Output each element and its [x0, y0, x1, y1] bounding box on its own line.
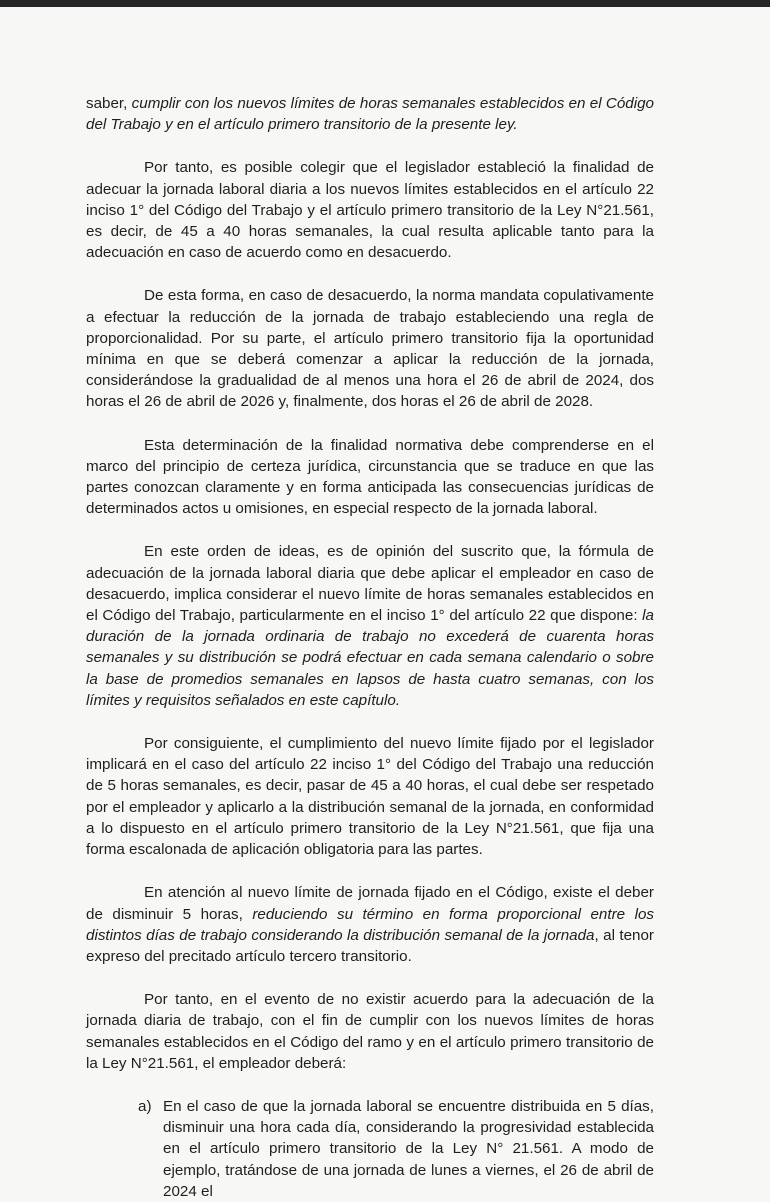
- paragraph-6: [86, 733, 654, 860]
- enumerated-list: [86, 1096, 654, 1202]
- paragraph-3: [86, 285, 654, 412]
- top-edge-bar: [0, 0, 770, 7]
- document-body: [86, 93, 654, 1074]
- italic-text-segment: reduciendo su término en forma proporcional entre los distintos días de trabajo considerando la distribución semanal de la jornada: [86, 905, 654, 944]
- text-segment: En atención al nuevo límite de jornada fijado en el Código, existe el deber de disminuir 5 horas,: [86, 884, 654, 923]
- text-segment: Por tanto, es posible colegir que el legislador estableció la finalidad de adecuar la jornada laboral diaria a los nuevos límites establecidos en el artículo 22 inciso 1° del Código del Trabajo y el artículo primero transitorio de la Ley N°21.561, es decir, de 45 a 40 horas semanales, la cual resulta aplicable tanto para la adecuación en caso de acuerdo como en desacuerdo.: [86, 159, 654, 262]
- text-segment: , al tenor expreso del precitado artículo tercero transitorio.: [86, 926, 654, 965]
- italic-text-segment: la duración de la jornada ordinaria de trabajo no excederá de cuarenta horas semanales y su distribución se podrá efectuar en cada semana calendario o sobre la base de promedios semanales en lapsos de hasta cuatro semanas, con los límites y requisitos señalados en este capítulo.: [86, 607, 654, 709]
- paragraph-1: [86, 93, 654, 135]
- text-segment: De esta forma, en caso de desacuerdo, la norma mandata copulativamente a efectuar la reducción de la jornada de trabajo estableciendo una regla de proporcionalidad. Por su parte, el artículo primero transitorio fija la oportunidad mínima en que se deberá comenzar a aplicar la reducción de la jornada, considerándose la gradualidad de al menos una hora el 26 de abril de 2024, dos horas el 26 de abril de 2026 y, finalmente, dos horas el 26 de abril de 2028.: [86, 287, 654, 411]
- text-segment: Por consiguiente, el cumplimiento del nuevo límite fijado por el legislador implicará en el caso del artículo 22 inciso 1° del Código del Trabajo una reducción de 5 horas semanales, es decir, pasar de 45 a 40 horas, el cual debe ser respetado por el empleador y aplicarlo a la distribución semanal de la jornada, en conformidad a lo dispuesto en el artículo primero transitorio de la Ley N°21.561, que fija una forma escalonada de aplicación obligatoria para las partes.: [86, 735, 654, 859]
- list-item: [138, 1096, 654, 1202]
- text-segment: saber,: [86, 95, 132, 112]
- paragraph-7: [86, 882, 654, 967]
- paragraph-5: [86, 541, 654, 711]
- list-marker: a): [138, 1097, 152, 1115]
- paragraph-8: [86, 989, 654, 1074]
- paragraph-4: [86, 435, 654, 520]
- text-segment: En este orden de ideas, es de opinión del suscrito que, la fórmula de adecuación de la jornada laboral diaria que debe aplicar el empleador en caso de desacuerdo, implica considerar el nuevo límite de horas semanales establecidos en el Código del Trabajo, particularmente en el inciso 1° del artículo 22 que dispone:: [86, 543, 654, 625]
- list-item-text: En el caso de que la jornada laboral se encuentre distribuida en 5 días, disminuir una hora cada día, considerando la progresividad establecida en el artículo primero transitorio de la Ley N° 21.561. A modo de ejemplo, tratándose de una jornada de lunes a viernes, el 26 de abril de 2024 el: [163, 1097, 654, 1200]
- document-page: [86, 93, 654, 1202]
- paragraph-2: [86, 157, 654, 263]
- text-segment: Por tanto, en el evento de no existir acuerdo para la adecuación de la jornada diaria de trabajo, con el fin de cumplir con los nuevos límites de horas semanales establecidos en el Código del ramo y en el artículo primero transitorio de la Ley N°21.561, el empleador deberá:: [86, 991, 654, 1072]
- italic-text-segment: cumplir con los nuevos límites de horas semanales establecidos en el Código del Trabajo y en el artículo primero transitorio de la presente ley.: [86, 95, 655, 134]
- text-segment: Esta determinación de la finalidad normativa debe comprenderse en el marco del principio de certeza jurídica, circunstancia que se traduce en que las partes conozcan claramente y en forma anticipada las consecuencias jurídicas de determinados actos u omisiones, en especial respecto de la jornada laboral.: [86, 436, 654, 518]
